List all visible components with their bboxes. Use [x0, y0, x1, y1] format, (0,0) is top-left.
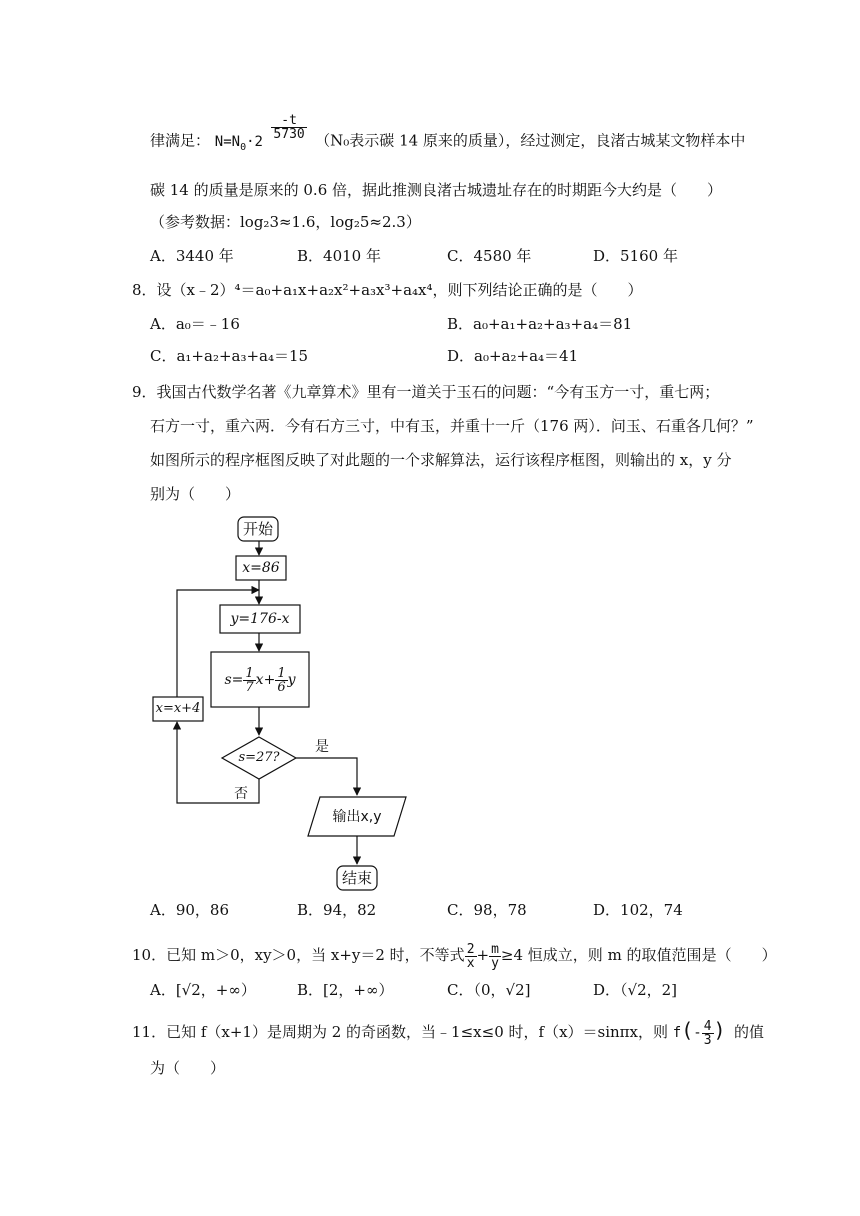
q9-option-a: A．90，86 [150, 901, 230, 919]
flow-start-label: 开始 [242, 520, 273, 538]
q11-f-den: 3 [703, 1032, 712, 1048]
q8-option-c: C．a₁+a₂+a₃+a₄＝15 [150, 347, 309, 365]
q7-line1-post: （N₀表示碳 14 原来的质量），经过测定，良渚古城某文物样本中 [315, 131, 746, 150]
flow-s-f1-den: 7 [245, 679, 254, 695]
flow-calc-s-label [211, 662, 309, 698]
q8-option-b: B．a₀+a₁+a₂+a₃+a₄＝81 [447, 315, 633, 333]
q9-option-b: B．94，82 [297, 901, 377, 919]
flow-s-f2-den: 6 [277, 679, 286, 695]
q10-f2-den: y [491, 955, 499, 971]
q9-line4: 别为（ ） [150, 485, 241, 503]
q9-line2: 石方一寸，重六两．今有石方三寸，中有玉，并重十一斤（176 两）．问玉、石重各几何？” [150, 417, 754, 435]
q7-line2: 碳 14 的质量是原来的 0.6 倍，据此推测良渚古城遗址存在的时期距今大约是（ ） [150, 181, 723, 199]
q8-stem: 8．设（x﹣2）⁴＝a₀+a₁x+a₂x²+a₃x³+a₄x⁴，则下列结论正确的是（ ） [132, 281, 643, 299]
flow-s-frac1 [243, 667, 255, 694]
formula-dot: ·2 [246, 133, 263, 150]
formula-exponent [271, 114, 306, 141]
q10-option-b: B．[2，+∞） [297, 981, 394, 999]
q11-f-expr [672, 1018, 734, 1048]
q7-option-b: B．4010 年 [297, 247, 381, 265]
q10-option-c: C．（0，√2] [447, 981, 531, 999]
flow-s-mid: x+ [255, 672, 276, 688]
q7-option-a: A．3440 年 [150, 247, 234, 265]
q10-option-a: A．[√2，+∞） [150, 981, 256, 999]
formula-exp-den: 5730 [273, 127, 305, 142]
flow-output-label: 输出x,y [332, 809, 382, 825]
q8-option-a: A．a₀＝﹣16 [150, 315, 240, 333]
q11-frac [702, 1020, 714, 1047]
q11-stem [132, 1012, 764, 1051]
q7-option-c: C．4580 年 [447, 247, 532, 265]
flow-s-suffix: y [287, 672, 296, 688]
q7-line3: （参考数据：log₂3≈1.6，log₂5≈2.3） [150, 213, 421, 231]
q10-frac2 [489, 943, 501, 970]
q11-paren-right: ) [713, 1018, 726, 1042]
flow-assign-y-label: y=176-x [230, 611, 290, 627]
q11-post: 的值 [734, 1023, 765, 1041]
q7-line1 [150, 113, 746, 155]
q11-line2: 为（ ） [150, 1059, 226, 1077]
q10-option-d: D．（√2，2] [593, 981, 678, 999]
q9-option-d: D．102，74 [593, 901, 683, 919]
flow-s-f2-num: 1 [277, 665, 286, 681]
flow-init-label: x=86 [242, 560, 280, 576]
q11-paren-left: ( [681, 1018, 694, 1042]
q10-stem [132, 938, 777, 972]
q10-f1-num: 2 [466, 941, 475, 957]
q9-line3: 如图所示的程序框图反映了对此题的一个求解算法，运行该程序框图，则输出的 x，y 分 [150, 451, 732, 469]
q7-line1-pre: 律满足： [150, 131, 211, 150]
flow-s-f1-num: 1 [245, 665, 254, 681]
q7-option-d: D．5160 年 [593, 247, 678, 265]
flow-increment-label: x=x+4 [155, 701, 201, 716]
q9-line1: 9．我国古代数学名著《九章算术》里有一道关于玉石的问题：“今有玉方一寸，重七两； [132, 383, 720, 401]
q8-option-d: D．a₀+a₂+a₄＝41 [447, 347, 579, 365]
formula-exp-num: -t [271, 114, 306, 128]
flow-yes-label: 是 [315, 739, 329, 755]
flow-s-frac2 [275, 667, 287, 694]
q9-option-c: C．98，78 [447, 901, 527, 919]
q10-f2-num: m [491, 941, 499, 957]
flow-condition-label: s=27? [238, 750, 280, 765]
q11-f-label: f [672, 1025, 682, 1041]
q11-neg: - [693, 1025, 702, 1041]
q10-frac1 [465, 943, 477, 970]
q11-pre: 11．已知 f（x+1）是周期为 2 的奇函数，当﹣1≤x≤0 时，f（x）＝sinπx，则 [132, 1023, 668, 1041]
q10-plus: + [476, 946, 490, 964]
flow-no-label: 否 [234, 786, 248, 802]
flow-yes-line [296, 758, 357, 795]
q11-f-num: 4 [703, 1018, 712, 1034]
q7-formula [214, 113, 315, 153]
q10-post: ≥4 恒成立，则 m 的取值范围是（ ） [500, 946, 777, 964]
flow-end-label: 结束 [341, 869, 372, 887]
q10-pre: 10．已知 m＞0，xy＞0，当 x+y＝2 时，不等式 [132, 946, 465, 964]
formula-base: N=N [214, 133, 241, 150]
flow-s-prefix: s= [224, 672, 244, 688]
formula-sub: 0 [240, 141, 247, 153]
q10-f1-den: x [466, 955, 475, 971]
